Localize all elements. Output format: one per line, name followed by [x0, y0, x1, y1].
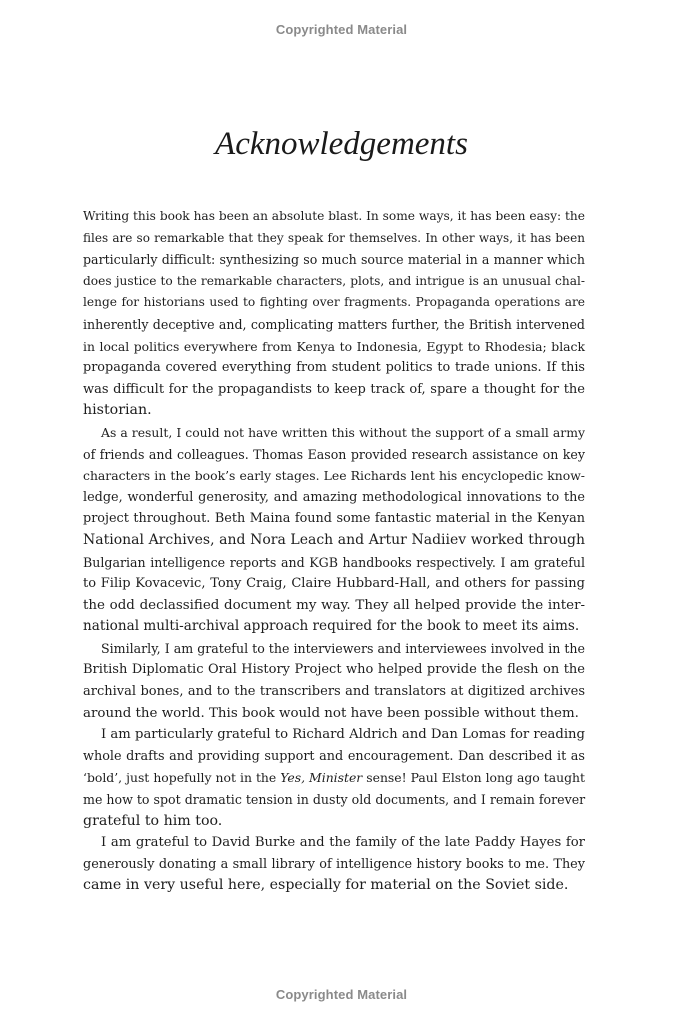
copyright-stamp-top: Copyrighted Material	[275, 22, 408, 37]
text-run: ‘bold’, just hopefully not in the	[83, 770, 281, 786]
text-line: around the world. This book would not have been possible without them.	[83, 705, 579, 721]
text-line: ledge, wonderful generosity, and amazing methodological innovations to the	[83, 489, 585, 505]
page-title: Acknowledgements	[215, 126, 468, 162]
text-line: me how to spot dramatic tension in dusty old documents, and I remain forever	[83, 792, 586, 808]
text-line: archival bones, and to the transcribers and translators at digitized archives	[83, 684, 585, 700]
text-line: Bulgarian intelligence reports and KGB handbooks respectively. I am grateful	[83, 554, 585, 570]
acknowledgements-body	[83, 206, 585, 897]
text-line: files are so remarkable that they speak for themselves. In other ways, it has been	[83, 230, 585, 245]
text-line: national multi-archival approach required for the book to meet its aims.	[83, 618, 580, 635]
paragraph-2	[83, 422, 585, 638]
paragraph-4	[83, 724, 585, 832]
text-line: generously donating a small library of intelligence history books to me. They	[83, 856, 585, 872]
text-line: particularly difficult: synthesizing so much source material in a manner which	[83, 252, 585, 268]
paragraph-1	[83, 206, 585, 422]
text-line: in local politics everywhere from Kenya to Indonesia, Egypt to Rhodesia; black	[83, 338, 585, 354]
text-line: inherently deceptive and, complicating matters further, the British intervened	[83, 316, 585, 332]
text-line: the odd declassified document my way. They all helped provide the inter-	[83, 597, 585, 613]
text-line: historian.	[83, 402, 152, 419]
text-line: project throughout. Beth Maina found some fantastic material in the Kenyan	[83, 511, 585, 527]
text-run: sense! Paul Elston long ago taught	[362, 770, 585, 786]
text-line: was difficult for the propagandists to keep track of, spare a thought for the	[83, 381, 585, 397]
text-line: grateful to him too.	[83, 812, 223, 829]
text-line: whole drafts and providing support and encouragement. Dan described it as	[83, 748, 585, 764]
italic-title: Yes, Minister	[280, 770, 363, 786]
text-line: I am particularly grateful to Richard Aldrich and Dan Lomas for reading	[101, 727, 585, 743]
text-line: British Diplomatic Oral History Project who helped provide the flesh on the	[83, 662, 585, 678]
text-line: came in very useful here, especially for material on the Soviet side.	[83, 877, 569, 894]
text-line: National Archives, and Nora Leach and Artur Nadiiev worked through	[83, 531, 585, 548]
paragraph-5	[83, 832, 585, 897]
text-line: As a result, I could not have written this without the support of a small army	[101, 424, 585, 440]
text-line: Similarly, I am grateful to the interviewers and interviewees involved in the	[101, 640, 585, 656]
text-line	[83, 767, 585, 789]
text-line: characters in the book’s early stages. Lee Richards lent his encyclopedic know-	[83, 468, 585, 484]
text-line: does justice to the remarkable characters, plots, and intrigue is an unusual chal-	[83, 273, 585, 288]
text-line: propaganda covered everything from student politics to trade unions. If this	[83, 360, 585, 376]
text-line: Writing this book has been an absolute blast. In some ways, it has been easy: the	[83, 209, 585, 223]
text-line: lenge for historians used to fighting over fragments. Propaganda operations are	[83, 295, 585, 310]
text-line: I am grateful to David Burke and the family of the late Paddy Hayes for	[101, 835, 585, 851]
paragraph-3	[83, 638, 585, 724]
text-line: of friends and colleagues. Thomas Eason provided research assistance on key	[83, 446, 585, 462]
text-line: to Filip Kovacevic, Tony Craig, Claire Hubbard-Hall, and others for passing	[83, 576, 585, 592]
copyright-stamp-bottom: Copyrighted Material	[275, 987, 408, 1002]
